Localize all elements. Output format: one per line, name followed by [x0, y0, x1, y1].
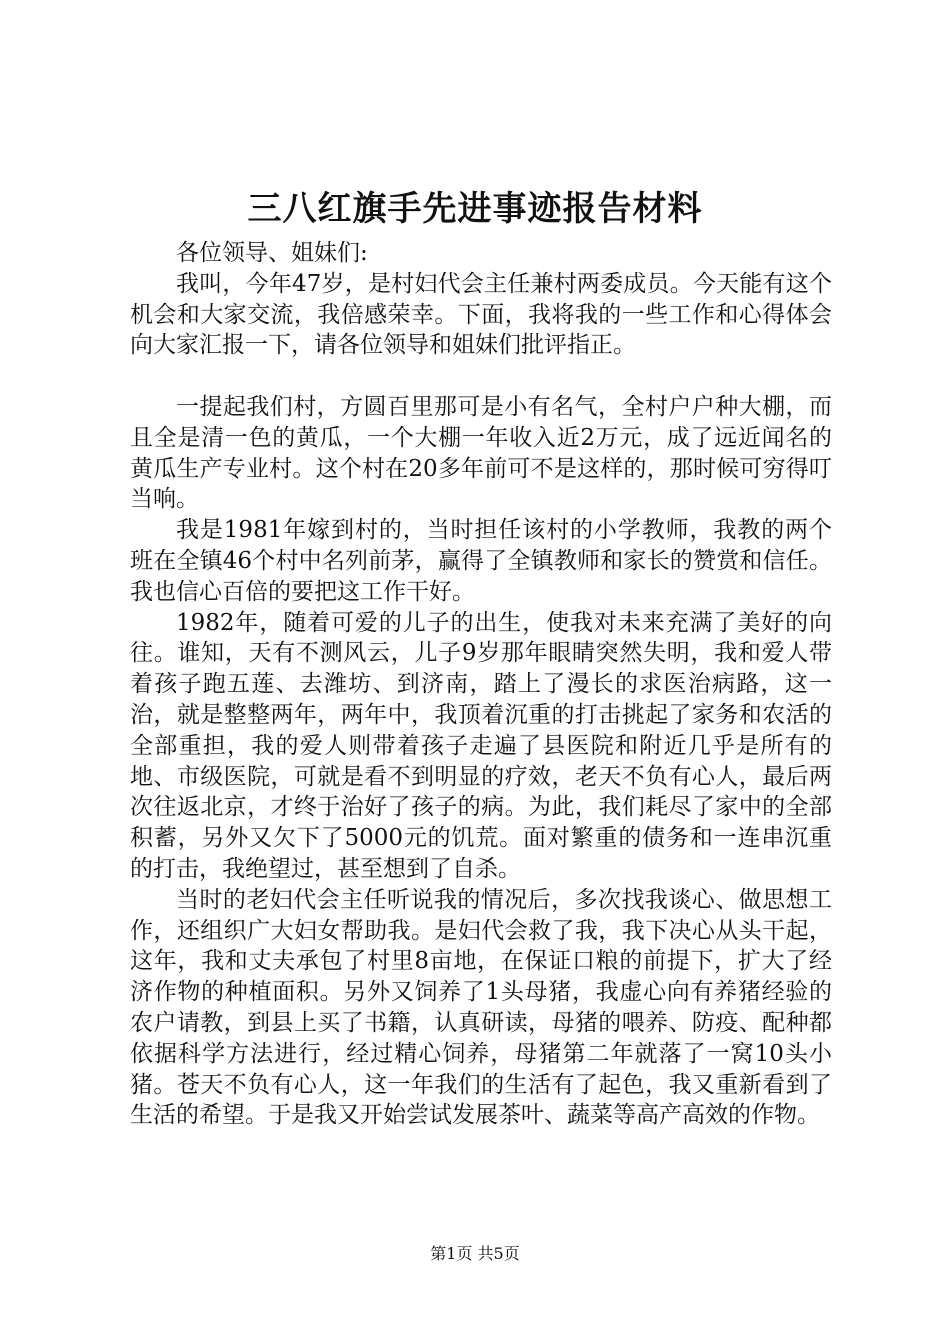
- introduction-paragraph: 我叫，今年47岁，是村妇代会主任兼村两委成员。今天能有这个机会和大家交流，我倍感荣幸。下面，我将我的一些工作和心得体会向大家汇报一下，请各位领导和姐妹们批评指正。: [130, 270, 832, 359]
- page-footer: 第1页 共5页: [430, 1244, 520, 1263]
- document-body: [130, 238, 832, 1131]
- hardship-paragraph: 1982年，随着可爱的儿子的出生，使我对未来充满了美好的向往。谁知，天有不测风云，儿子9岁那年眼睛突然失明，我和爱人带着孩子跑五莲、去潍坊、到济南，踏上了漫长的求医治病路，这一治，就是整整两年，两年中，我顶着沉重的打击挑起了家务和农活的全部重担，我的爱人则带着孩子走遍了县医院和附近几乎是所有的地、市级医院，可就是看不到明显的疗效，老天不负有心人，最后两次往返北京，才终于治好了孩子的病。为此，我们耗尽了家中的全部积蓄，另外又欠下了5000元的饥荒。面对繁重的债务和一连串沉重的打击，我绝望过，甚至想到了自杀。: [130, 609, 832, 882]
- teacher-paragraph: 我是1981年嫁到村的，当时担任该村的小学教师，我教的两个班在全镇46个村中名列前茅，赢得了全镇教师和家长的赞赏和信任。我也信心百倍的要把这工作干好。: [130, 517, 832, 605]
- salutation-paragraph: 各位领导、姐妹们:: [176, 240, 368, 266]
- recovery-paragraph: 当时的老妇代会主任听说我的情况后，多次找我谈心、做思想工作，还组织广大妇女帮助我。是妇代会救了我，我下决心从头干起，这年，我和丈夫承包了村里8亩地，在保证口粮的前提下，扩大了经济作物的种植面积。另外又饲养了1头母猪，我虚心向有养猪经验的农户请教，到县上买了书籍，认真研读，母猪的喂养、防疫、配种都依据科学方法进行，经过精心饲养，母猪第二年就落了一窝10头小猪。苍天不负有心人，这一年我们的生活有了起色，我又重新看到了生活的希望。于是我又开始尝试发展茶叶、蔬菜等高产高效的作物。: [130, 886, 832, 1129]
- document-title: 三八红旗手先进事迹报告材料: [247, 189, 703, 229]
- village-paragraph: 一提起我们村，方圆百里那可是小有名气，全村户户种大棚，而且全是清一色的黄瓜，一个大棚一年收入近2万元，成了远近闻名的黄瓜生产专业村。这个村在20多年前可不是这样的，那时候可穷得叮当响。: [130, 393, 832, 513]
